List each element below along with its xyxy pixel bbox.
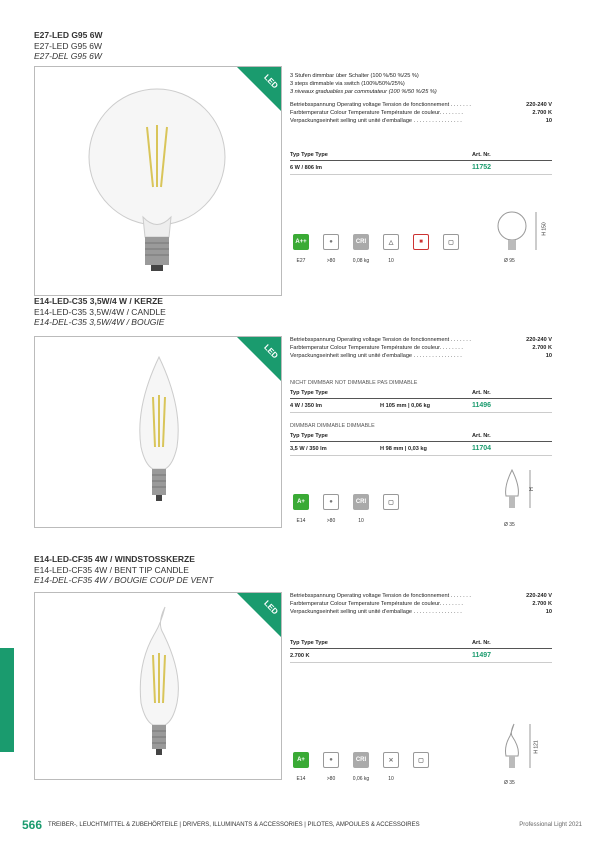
- energy-class-icon: A+ E14: [292, 752, 310, 782]
- footer-chapter: TREIBER-, LEUCHTMITTEL & ZUBEHÖRTEILE | DRIVERS, ILLUMINANTS & ACCESSORIES | PILOTES, AMPOULES & ACCESSOIRES: [48, 822, 420, 828]
- section-title: [34, 30, 554, 62]
- dimension-drawing: [490, 204, 550, 264]
- title-de: E14-LED-CF35 4W / WINDSTOSSKERZE: [34, 554, 195, 564]
- cell-type: 3,5 W / 350 lm: [290, 445, 327, 452]
- height-label: H 121: [533, 740, 540, 754]
- col-artnr: Art. Nr.: [472, 390, 491, 396]
- table-row: [290, 442, 552, 456]
- chapter-tab: [0, 648, 14, 752]
- cell-info: H 105 mm | 0,06 kg: [380, 402, 431, 409]
- col-artnr: Art. Nr.: [472, 640, 491, 646]
- cell-info: H 98 mm | 0,03 kg: [380, 445, 427, 452]
- product-image-box: [34, 336, 282, 528]
- spec-value: 2.700 K: [532, 345, 552, 352]
- intro-line: 3 Stufen dimmbar über Schalter (100 %/50 %/25 %): [290, 73, 419, 79]
- no-dimming-icon: ✕ 10: [382, 752, 400, 782]
- spec-label: Betriebsspannung Operating voltage Tension de fonctionnement . . . . . . .: [290, 593, 471, 599]
- product-section-c35: [34, 296, 554, 528]
- bulb-icon: ● >80: [322, 234, 340, 264]
- spec-value: 220-240 V: [526, 101, 552, 108]
- spec-row: [290, 117, 552, 125]
- intro-line: 3 niveaux graduables par commutateur (100 %/50 %/25 %): [290, 89, 437, 96]
- section-title: [34, 296, 554, 328]
- spec-row: [290, 600, 552, 608]
- cell-type: 4 W / 350 lm: [290, 402, 323, 409]
- spec-value: 10: [545, 609, 552, 616]
- product-section-g95: [34, 30, 554, 264]
- title-de: E27-LED G95 6W: [34, 30, 103, 40]
- page-number: 566: [22, 818, 43, 832]
- col-artnr: Art. Nr.: [472, 433, 491, 439]
- diameter-label: Ø 95: [504, 258, 515, 264]
- package-icon: ▢: [442, 234, 460, 264]
- title-en: E14-LED-C35 3,5W/4W / CANDLE: [34, 306, 166, 317]
- dimension-drawing: [500, 722, 550, 786]
- spec-block: [290, 592, 552, 617]
- spec-label: Betriebsspannung Operating voltage Tension de fonctionnement . . . . . . .: [290, 101, 471, 108]
- spec-value: 10: [545, 353, 552, 360]
- title-fr: E14-DEL-CF35 4W / BOUGIE COUP DE VENT: [34, 575, 214, 585]
- energy-class-icon: A+ E14: [292, 494, 310, 524]
- spec-label: Verpackungseinheit selling unit unité d'emballage . . . . . . . . . . . . . . . .: [290, 118, 462, 125]
- spec-label: Verpackungseinheit selling unit unité d'emballage . . . . . . . . . . . . . . . .: [290, 353, 462, 360]
- icon-row: [292, 234, 460, 264]
- dimmer-icon: ■: [412, 234, 430, 264]
- spec-value: 2.700 K: [532, 109, 552, 116]
- cell-type: 2.700 K: [290, 652, 310, 659]
- diameter-label: Ø 35: [504, 522, 515, 528]
- spec-label: Farbtemperatur Colour Temperature Température de couleur. . . . . . . .: [290, 601, 463, 608]
- col-type: Typ Type Type: [290, 433, 328, 439]
- weight-icon: △ 10: [382, 234, 400, 264]
- spec-value: 220-240 V: [526, 337, 552, 343]
- icon-row: [292, 752, 430, 782]
- spec-value: 10: [545, 118, 552, 125]
- col-type: Typ Type Type: [290, 152, 328, 158]
- table-row: [290, 399, 552, 413]
- article-number[interactable]: 11752: [472, 164, 492, 171]
- cri-icon: CRI 0,08 kg: [352, 234, 370, 264]
- title-de: E14-LED-C35 3,5W/4 W / KERZE: [34, 296, 163, 306]
- article-number[interactable]: 11497: [472, 652, 492, 659]
- title-en: E14-LED-CF35 4W / BENT TIP CANDLE: [34, 564, 189, 575]
- section-title: [34, 554, 554, 586]
- spec-row: [290, 592, 552, 600]
- diameter-label: Ø 35: [504, 780, 515, 786]
- spec-row: [290, 344, 552, 352]
- spec-label: Verpackungseinheit selling unit unité d'emballage . . . . . . . . . . . . . . . .: [290, 609, 462, 616]
- candle-outline-icon: [500, 722, 550, 786]
- table-row: [290, 649, 552, 663]
- cri-icon: CRI 0,06 kg: [352, 752, 370, 782]
- article-table: [290, 638, 552, 663]
- led-badge-label: LED: [262, 598, 280, 617]
- spec-label: Farbtemperatur Colour Temperature Température de couleur. . . . . . . .: [290, 109, 463, 116]
- spec-label: Farbtemperatur Colour Temperature Température de couleur. . . . . . . .: [290, 345, 463, 352]
- package-icon: ▢: [382, 494, 400, 524]
- spec-label: Betriebsspannung Operating voltage Tension de fonctionnement . . . . . . .: [290, 337, 471, 343]
- article-number[interactable]: 11704: [472, 445, 492, 452]
- title-en: E27-LED G95 6W: [34, 40, 103, 51]
- spec-row: [290, 608, 552, 616]
- article-table-nondim: [290, 376, 552, 456]
- spec-block: [290, 72, 552, 125]
- title-fr: E14-DEL-C35 3,5W/4W / BOUGIE: [34, 317, 165, 327]
- spec-row: [290, 336, 552, 344]
- product-section-cf35: [34, 554, 554, 786]
- col-type: Typ Type Type: [290, 390, 328, 396]
- subheading: DIMMBAR DIMMABLE DIMMABLE: [290, 423, 375, 429]
- article-table: [290, 150, 552, 175]
- col-artnr: Art. Nr.: [472, 152, 491, 158]
- product-image-box: [34, 592, 282, 780]
- table-row: [290, 161, 552, 175]
- bulb-icon: ● >80: [322, 494, 340, 524]
- height-label: H 150: [541, 222, 548, 236]
- energy-class-icon: A++ E27: [292, 234, 310, 264]
- icon-row: [292, 494, 400, 524]
- height-label: H: [528, 487, 535, 491]
- spec-row: [290, 109, 552, 117]
- led-badge-label: LED: [262, 72, 280, 91]
- article-number[interactable]: 11496: [472, 402, 492, 409]
- intro-line: 3 steps dimmable via switch (100%/50%/25%): [290, 81, 405, 88]
- col-type: Typ Type Type: [290, 640, 328, 646]
- title-fr: E27-DEL G95 6W: [34, 51, 102, 61]
- candle-outline-icon: [500, 466, 550, 526]
- product-image-box: [34, 66, 282, 296]
- cell-type: 6 W / 806 lm: [290, 164, 323, 171]
- spec-row: [290, 352, 552, 360]
- spec-row: [290, 101, 552, 109]
- footer-catalog: Professional Light 2021: [519, 822, 582, 828]
- spec-block: [290, 336, 552, 361]
- package-icon: ▢: [412, 752, 430, 782]
- subheading: NICHT DIMMBAR NOT DIMMABLE PAS DIMMABLE: [290, 380, 418, 386]
- led-badge-label: LED: [262, 342, 280, 361]
- spec-value: 2.700 K: [532, 601, 552, 608]
- bulb-icon: ● >80: [322, 752, 340, 782]
- spec-value: 220-240 V: [526, 593, 552, 599]
- dimension-drawing: [500, 466, 550, 526]
- cri-icon: CRI 10: [352, 494, 370, 524]
- page-footer: [22, 818, 582, 832]
